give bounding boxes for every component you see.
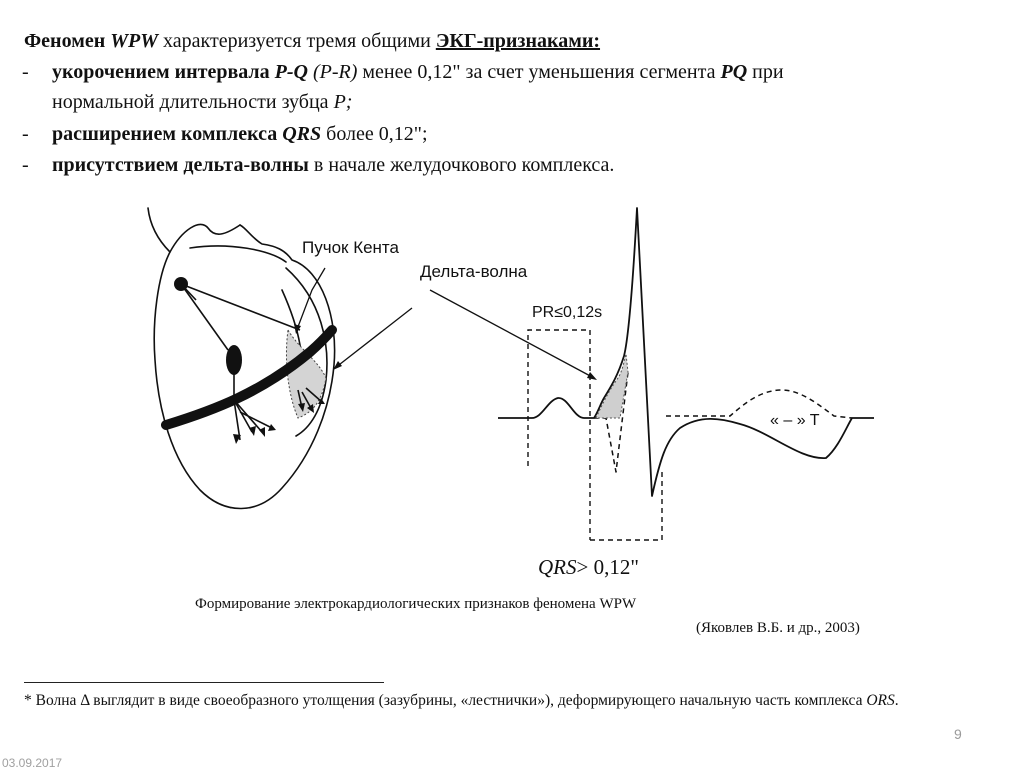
qrs-sym: QRS bbox=[538, 555, 577, 579]
wpw-figure bbox=[140, 195, 880, 555]
atrium-curve bbox=[190, 246, 286, 262]
label-delta: Дельта-волна bbox=[420, 262, 528, 281]
footnote-end: . bbox=[894, 692, 899, 709]
label-qrs bbox=[538, 555, 639, 580]
heading bbox=[24, 28, 600, 55]
bullet-1-bold: укорочением интервала bbox=[52, 61, 275, 83]
ecg-trace bbox=[498, 208, 874, 496]
figure-source: (Яковлев В.Б. и др., 2003) bbox=[696, 620, 860, 636]
footnote-ors: ORS bbox=[866, 692, 895, 709]
av-node bbox=[226, 345, 242, 375]
slide-date: 03.09.2017 bbox=[2, 756, 63, 770]
bullet-dash-2: - bbox=[22, 123, 29, 145]
bullet-2-bold: расширением комплекса bbox=[52, 123, 283, 145]
page-number: 9 bbox=[954, 726, 962, 742]
footnote bbox=[24, 690, 1000, 712]
bullet-1-pq: P-Q bbox=[274, 61, 308, 83]
qrs-rest: > 0,12" bbox=[576, 555, 639, 579]
heading-mid: характеризуется тремя общими bbox=[158, 30, 436, 52]
bullet-1-end: при bbox=[747, 61, 784, 83]
bullet-dash-1: - bbox=[22, 61, 29, 83]
bullet-3-rest: в начале желудочкового комплекса. bbox=[308, 154, 615, 176]
heading-emph: ЭКГ-признаками: bbox=[435, 30, 601, 52]
figure-caption: Формирование электрокардиологических признаков феномена WPW bbox=[195, 596, 637, 612]
bullet-dash-3: - bbox=[22, 154, 29, 176]
bullet-2 bbox=[52, 121, 428, 148]
bullet-3 bbox=[52, 152, 614, 179]
bullet-2-rest: более 0,12"; bbox=[321, 123, 428, 145]
pr-box bbox=[528, 330, 590, 540]
bullet-1 bbox=[52, 59, 784, 86]
bullet-1-seg: PQ bbox=[720, 61, 748, 83]
normal-t bbox=[666, 390, 852, 418]
label-t: « – » T bbox=[770, 412, 820, 429]
heart-top-curve bbox=[170, 224, 240, 252]
bullet-2-qrs: QRS bbox=[282, 123, 322, 145]
heading-prefix: Феномен bbox=[24, 30, 111, 52]
label-kent: Пучок Кента bbox=[302, 238, 399, 257]
bullet-1-p: P; bbox=[333, 91, 353, 113]
delta-leader-left bbox=[335, 308, 412, 368]
bullet-1-rest: менее 0,12" за счет уменьшения сегмента bbox=[357, 61, 721, 83]
bullet-1-line2-text: нормальной длительности зубца bbox=[52, 91, 334, 113]
footnote-rule bbox=[24, 682, 384, 683]
heading-wpw: WPW bbox=[110, 30, 159, 52]
footnote-text: * Волна Δ выглядит в виде своеобразного утолщения (зазубрины, «лестнички»), деформирующего начальную часть комплекса bbox=[24, 692, 867, 709]
bullet-3-bold: присутствием дельта-волны bbox=[52, 154, 309, 176]
bullet-1-pr: (P-R) bbox=[307, 61, 358, 83]
label-pr: PR≤0,12s bbox=[532, 304, 603, 321]
bullet-1-line2 bbox=[52, 89, 352, 116]
